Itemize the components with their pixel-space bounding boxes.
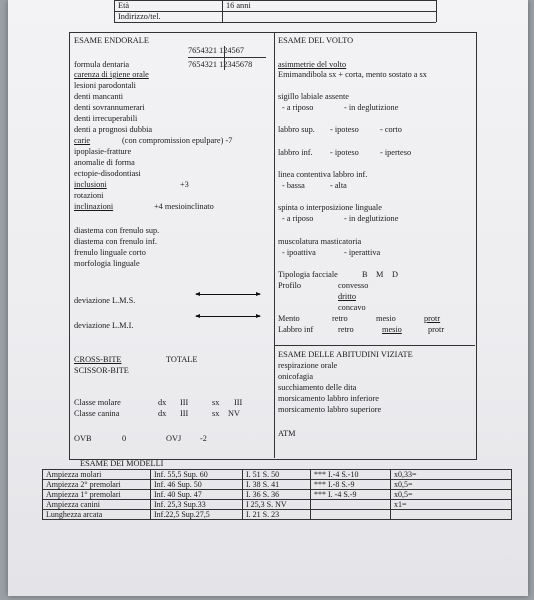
profilo-option: convesso [338, 281, 369, 290]
modelli-cell-valore-ideale: I 25,3 S. NV [243, 500, 311, 510]
endorale-item: carenza di igiene orale [74, 70, 149, 79]
labbro-inf2-option: retro [338, 325, 354, 334]
modelli-cell-differenza [311, 510, 391, 520]
ovj-value: -2 [200, 434, 207, 443]
labbro-sup-label: labbro sup. [278, 125, 315, 134]
abitudini-item: onicofagia [278, 372, 314, 381]
muscolatura-option: - ipoattiva [282, 248, 316, 257]
tipologia-option: D [392, 270, 398, 279]
modelli-cell-misura: Ampiezza molari [43, 470, 151, 480]
document-page [8, 0, 528, 596]
top-table-divider [222, 0, 223, 22]
abitudini-item: morsicamento labbro inferiore [278, 394, 379, 403]
top-table-bottom [114, 22, 436, 23]
ovb-value: 0 [122, 434, 127, 443]
profilo-option: concavo [338, 303, 366, 312]
atm-label: ATM [278, 429, 296, 438]
table-row [43, 490, 512, 500]
endorale-item: denti a prognosi dubbia [74, 125, 153, 134]
endorale-item: ipoplasie-fratture [74, 147, 132, 156]
abitudini-item: morsicamento labbro superiore [278, 405, 382, 414]
linea-option: - bassa [282, 181, 305, 190]
emimandibola-text: Emimandibola sx + corta, mento sostato a sx [278, 70, 427, 79]
table-row [43, 470, 512, 480]
frenulo-item: diastema con frenulo sup. [74, 226, 160, 235]
classe-canina-sx-value: NV [228, 409, 240, 418]
labbro-inf-label: labbro inf. [278, 148, 313, 157]
formula-label: formula dentaria [74, 60, 130, 69]
modelli-cell-valore-modello: Inf. 40 Sup. 47 [151, 490, 243, 500]
endorale-item: lesioni parodontali [74, 81, 136, 90]
column-divider [274, 32, 275, 458]
inclinazioni-value: +4 mesioinclinato [154, 202, 214, 211]
labbro-inf-option: - ipoteso [330, 148, 359, 157]
profilo-label: Profilo [278, 281, 302, 290]
modelli-title: ESAME DEI MODELLI [80, 459, 164, 468]
classe-molare-dx-value: III [180, 398, 189, 407]
mento-label: Mento [278, 314, 300, 323]
classe-molare-sx: sx [212, 398, 220, 407]
endorale-item: ectopie-disodontiasi [74, 169, 141, 178]
double-arrow-icon [196, 294, 260, 295]
crossbite-value: TOTALE [166, 355, 198, 364]
abitudini-item: succhiamento delle dita [278, 383, 357, 392]
frenulo-item: diastema con frenulo inf. [74, 237, 157, 246]
modelli-cell-differenza: *** I.-4 S.-10 [311, 470, 391, 480]
table-row [43, 500, 512, 510]
mento-option: retro [332, 314, 348, 323]
rotazioni-label: rotazioni [74, 191, 104, 200]
labbro-inf-option: - iperteso [380, 148, 412, 157]
classe-canina-label: Classe canina [74, 409, 120, 418]
spinta-option: - in deglutizione [344, 214, 399, 223]
labbro-sup-option: - corto [380, 125, 402, 134]
endorale-item: anomalie di forma [74, 158, 135, 167]
endorale-title: ESAME ENDORALE [74, 36, 149, 45]
spinta-option: - a riposo [282, 214, 314, 223]
modelli-cell-misura: Lunghezza arcata [43, 510, 151, 520]
classe-canina-dx: dx [158, 409, 167, 418]
abitudini-divider [274, 345, 475, 346]
abitudini-title: ESAME DELLE ABITUDINI VIZIATE [278, 350, 413, 359]
mento-option: mesio [376, 314, 396, 323]
modelli-cell-valore-modello: Inf. 55,5 Sup. 60 [151, 470, 243, 480]
modelli-cell-misura: Ampiezza 1° premolari [43, 490, 151, 500]
modelli-cell-fattore: x0,33= [391, 470, 512, 480]
volto-title: ESAME DEL VOLTO [278, 36, 354, 45]
modelli-cell-differenza: *** I. -4 S.-9 [311, 490, 391, 500]
modelli-cell-fattore: x0,5= [391, 480, 512, 490]
muscolatura-option: - iperattiva [344, 248, 381, 257]
frenulo-item: morfologia linguale [74, 259, 140, 268]
deviazione-lmi: deviazione L.M.I. [74, 321, 134, 330]
endorale-item: denti sovrannumerari [74, 103, 145, 112]
sigillo-label: sigillo labiale assente [278, 92, 349, 101]
top-table-right [436, 0, 437, 22]
deviazione-lms: deviazione L.M.S. [74, 296, 136, 305]
tipologia-label: Tipologia facciale [278, 270, 338, 279]
spinta-label: spinta o interposizione linguale [278, 203, 382, 212]
profilo-option-selected: dritto [338, 292, 356, 301]
endorale-item: denti irrecuperabili [74, 114, 138, 123]
modelli-cell-valore-ideale: I. 21 S. 23 [243, 510, 311, 520]
modelli-cell-valore-ideale: I. 36 S. 36 [243, 490, 311, 500]
formula-bottom: 7654321 12345678 [188, 60, 253, 69]
top-table-left [114, 0, 115, 22]
classe-molare-sx-value: III [234, 398, 243, 407]
labbro-inf2-label: Labbro inf [278, 325, 314, 334]
sigillo-option: - in deglutizione [344, 103, 399, 112]
mento-option-selected: protr [424, 314, 441, 323]
eta-value: 16 anni [226, 1, 251, 10]
linea-label: linea contentiva labbro inf. [278, 170, 368, 179]
frenulo-item: frenulo linguale corto [74, 248, 146, 257]
modelli-cell-fattore [391, 510, 512, 520]
scissorbite-label: SCISSOR-BITE [74, 366, 129, 375]
linea-option: - alta [330, 181, 347, 190]
table-row [43, 480, 512, 490]
formula-top: 7654321 124567 [188, 46, 245, 55]
classe-canina-dx-value: III [180, 409, 189, 418]
ovj-label: OVJ [166, 434, 182, 443]
top-table-row-line [114, 11, 436, 12]
modelli-cell-valore-ideale: I. 38 S. 41 [243, 480, 311, 490]
inclusioni-label: inclusioni [74, 180, 107, 189]
abitudini-item: respirazione orale [278, 361, 338, 370]
carie-label: carie [74, 136, 91, 145]
modelli-cell-differenza [311, 500, 391, 510]
eta-label: Età [118, 1, 130, 10]
modelli-cell-valore-modello: Inf.22,5 Sup.27,5 [151, 510, 243, 520]
asimmetrie-label: asimmetrie del volto [278, 60, 347, 69]
double-arrow-icon [196, 316, 260, 317]
table-row [43, 510, 512, 520]
modelli-cell-misura: Ampiezza 2° premolari [43, 480, 151, 490]
indirizzo-label: Indirizzo/tel. [118, 12, 161, 21]
modelli-cell-valore-modello: Inf. 25,3 Sup.33 [151, 500, 243, 510]
formula-vertical [224, 46, 225, 70]
labbro-sup-option: - ipoteso [330, 125, 359, 134]
modelli-cell-fattore: x1= [391, 500, 512, 510]
tipologia-option: B [362, 270, 368, 279]
modelli-cell-misura: Ampiezza canini [43, 500, 151, 510]
classe-molare-label: Classe molare [74, 398, 121, 407]
labbro-inf2-option-selected: mesio [382, 325, 402, 334]
modelli-table [42, 469, 512, 520]
ovb-label: OVB [74, 434, 92, 443]
sigillo-option: - a riposo [282, 103, 314, 112]
muscolatura-label: muscolatura masticatoria [278, 237, 362, 246]
classe-molare-dx: dx [158, 398, 167, 407]
endorale-item: denti mancanti [74, 92, 124, 101]
crossbite-label: CROSS-BITE [74, 355, 122, 364]
modelli-cell-fattore: x0,5= [391, 490, 512, 500]
tipologia-option: M [376, 270, 384, 279]
modelli-cell-valore-ideale: I. 51 S. 50 [243, 470, 311, 480]
modelli-cell-valore-modello: Inf. 46 Sup. 50 [151, 480, 243, 490]
inclinazioni-label: inclinazioni [74, 202, 114, 211]
formula-horizontal [188, 57, 266, 58]
inclusioni-value: +3 [180, 180, 189, 189]
carie-note: (con compromission epulpare) -7 [122, 136, 233, 145]
classe-canina-sx: sx [212, 409, 220, 418]
top-table-border [114, 0, 436, 1]
labbro-inf2-option: protr [428, 325, 445, 334]
modelli-cell-differenza: *** I.-8 S.-9 [311, 480, 391, 490]
